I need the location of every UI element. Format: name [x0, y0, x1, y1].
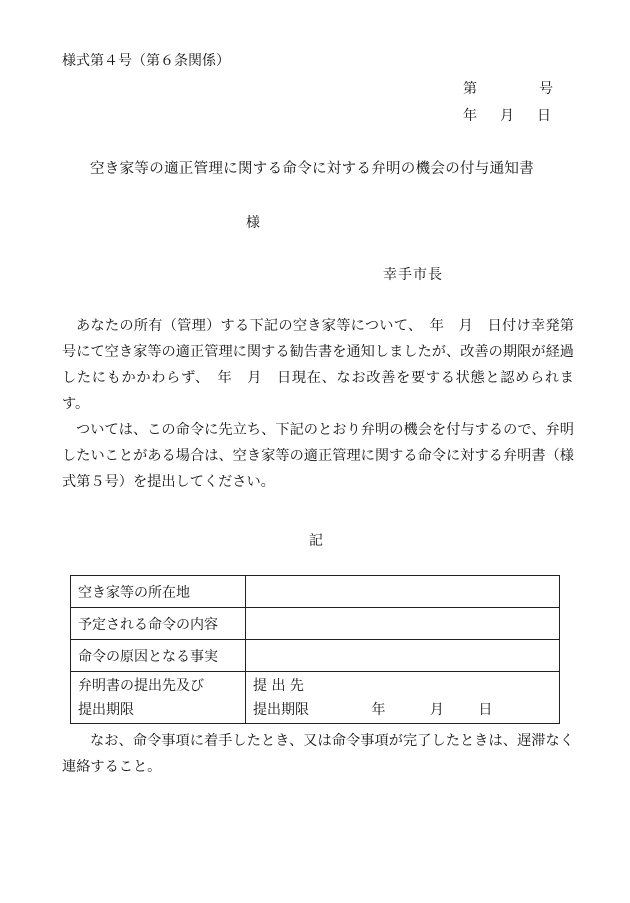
cause-value — [246, 640, 560, 672]
submission-destination: 提 出 先 — [253, 677, 304, 694]
document-number-suffix: 号 — [539, 81, 553, 97]
date-day: 日 — [537, 108, 551, 124]
location-label: 空き家等の所在地 — [71, 576, 246, 608]
document-number — [463, 78, 553, 98]
document-number-prefix: 第 — [463, 81, 477, 97]
cause-label: 命令の原因となる事実 — [71, 640, 246, 672]
table-row-location — [71, 576, 560, 608]
submission-label-line-1: 弁明書の提出先及び — [78, 677, 204, 694]
table-row-submission — [71, 672, 560, 724]
order-content-label: 予定される命令の内容 — [71, 608, 246, 640]
document-date — [463, 105, 551, 125]
order-content-value — [246, 608, 560, 640]
body-paragraph-2 — [62, 417, 574, 495]
details-table — [70, 575, 560, 724]
ki-heading: 記 — [309, 533, 323, 549]
submission-deadline — [253, 698, 552, 722]
deadline-year: 年 — [371, 701, 386, 718]
paragraph-2-text: ついては、この命令に先立ち、下記のとおり弁明の機会を付与するので、弁明したいことがある場合は、空き家等の適正管理に関する命令に対する弁明書（様式第５号）を提出してください。 — [62, 422, 574, 490]
closing-note-text: なお、命令事項に着手したとき、又は命令事項が完了したときは、遅滞なく連絡すること。 — [62, 733, 574, 775]
deadline-day: 日 — [478, 701, 493, 718]
addressee: 様 — [246, 215, 260, 231]
form-number: 様式第４号（第６条関係） — [62, 53, 230, 69]
document-title: 空き家等の適正管理に関する命令に対する弁明の機会の付与通知書 — [90, 161, 534, 177]
submission-label — [71, 672, 246, 724]
table-row-order-content — [71, 608, 560, 640]
deadline-label: 提出期限 — [253, 701, 309, 718]
date-year: 年 — [463, 108, 477, 124]
closing-note — [62, 728, 574, 780]
location-value — [246, 576, 560, 608]
date-month: 月 — [500, 108, 514, 124]
submission-label-line-2: 提出期限 — [78, 701, 134, 718]
paragraph-1-text: あなたの所有（管理）する下記の空き家等について、 年 月 日付け幸発第 号にて空き家等の適正管理に関する勧告書を通知しましたが、改善の期限が経過したにもかかわらず、 年 月 日現在、なお改善を要する状態と認められます。 — [62, 318, 603, 412]
sender: 幸手市長 — [383, 267, 443, 283]
submission-value — [246, 672, 560, 724]
table-row-cause — [71, 640, 560, 672]
body-paragraph-1 — [62, 313, 603, 417]
deadline-month: 月 — [429, 701, 444, 718]
